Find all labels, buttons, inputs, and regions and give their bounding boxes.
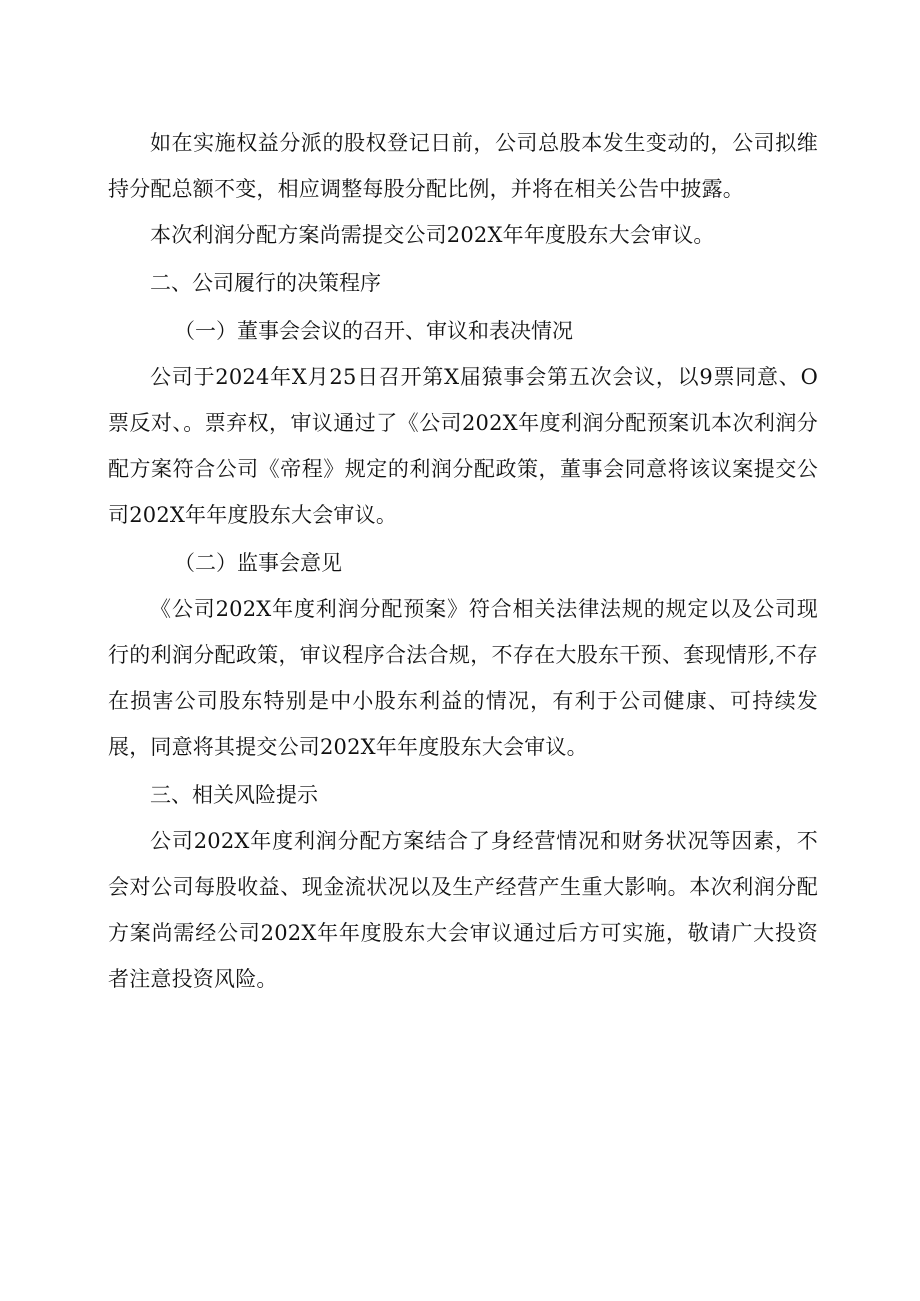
subheading-supervisory-opinion: （二）监事会意见 [174,551,342,575]
paragraph-risk-notice: 公司202X年度利润分配方案结合了身经营情况和财务状况等因素，不会对公司每股收益、现金流状况以及生产经营产生重大影响。本次利润分配方案尚需经公司202X年年度股东大会审议通过后方可实施，敬请广大投资者注意投资风险。 [108,829,818,991]
document-body [108,120,818,1002]
heading-risk-notice: 三、相关风险提示 [150,783,318,807]
heading-decision-procedure: 二、公司履行的决策程序 [150,271,381,295]
subheading-board-meeting: （一）董事会会议的召开、审议和表决情况 [174,319,573,343]
paragraph-approval-pending: 本次利润分配方案尚需提交公司202X年年度股东大会审议。 [150,223,715,247]
paragraph-board-meeting: 公司于2024年X月25日召开第X届猿事会第五次会议，以9票同意、O票反对、。票弃权，审议通过了《公司202X年度利润分配预案讥本次利润分配方案符合公司《帝程》规定的利润分配政策，董事会同意将该议案提交公司202X年年度股东大会审议。 [108,365,818,527]
paragraph-share-adjustment: 如在实施权益分派的股权登记日前，公司总股本发生变动的，公司拟维持分配总额不变，相应调整每股分配比例，并将在相关公告中披露。 [108,131,818,201]
paragraph-supervisory-opinion: 《公司202X年度利润分配预案》符合相关法律法规的规定以及公司现行的利润分配政策，审议程序合法合规，不存在大股东干预、套现情形,不存在损害公司股东特别是中小股东利益的情况，有利于公司健康、可持续发展，同意将其提交公司202X年年度股东大会审议。 [108,597,818,759]
